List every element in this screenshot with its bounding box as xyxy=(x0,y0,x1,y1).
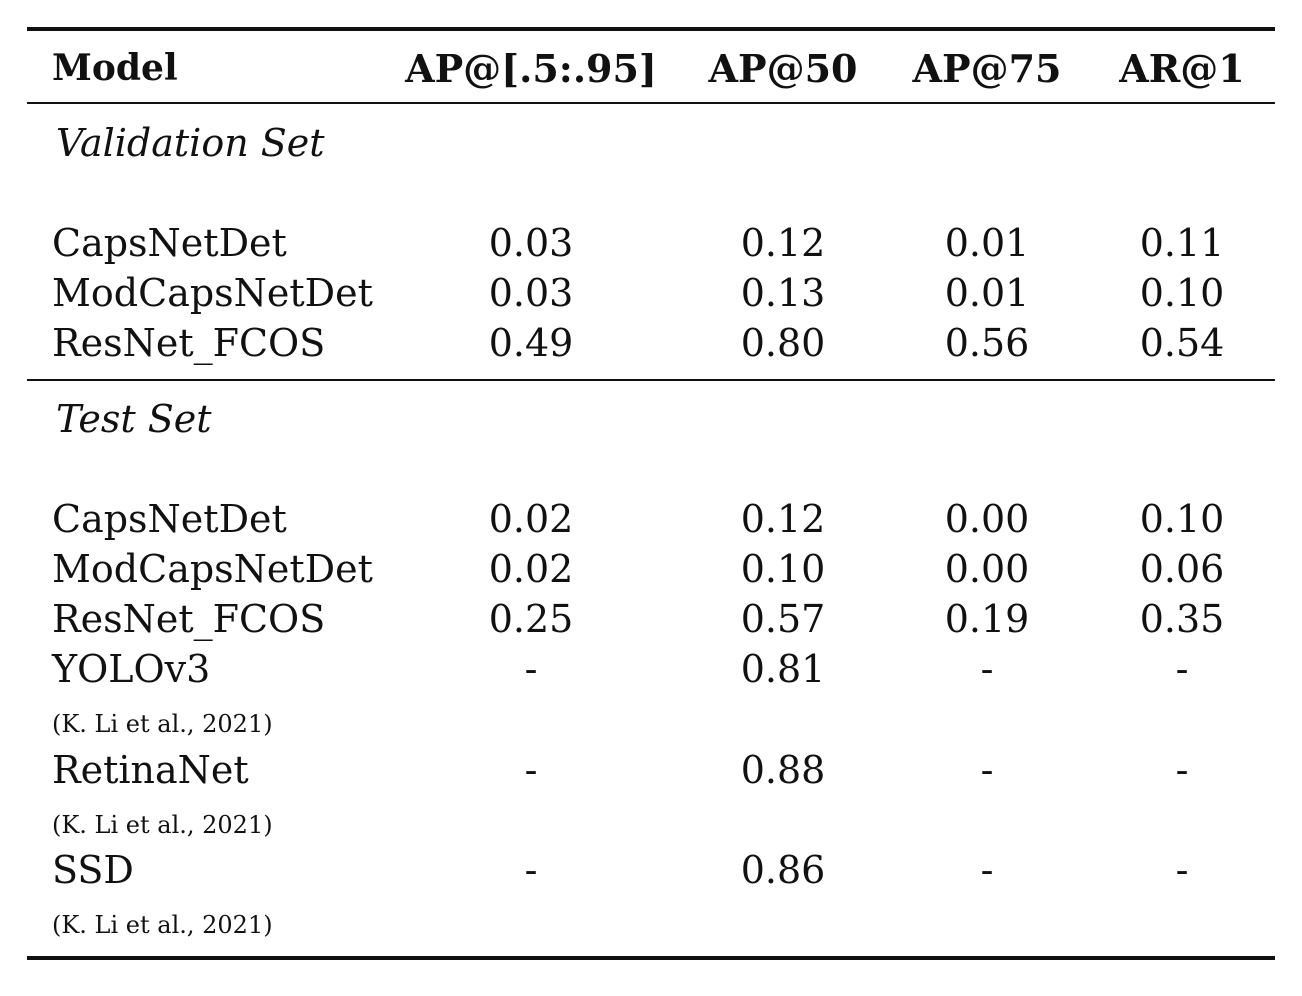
citation: (K. Li et al., 2021) xyxy=(52,811,273,839)
table-row-model: ResNet_FCOS xyxy=(52,321,326,365)
table-cell: 0.35 xyxy=(1139,597,1225,641)
table-cell: 0.10 xyxy=(740,547,826,591)
table-cell: 0.03 xyxy=(488,221,574,265)
table-cell: - xyxy=(1175,647,1189,691)
table-row-model: YOLOv3 xyxy=(52,647,211,691)
table-cell: - xyxy=(980,647,994,691)
table-cell: 0.00 xyxy=(944,497,1030,541)
header-ar1: AR@1 xyxy=(1119,46,1245,91)
table-cell: 0.13 xyxy=(740,271,826,315)
table-cell: 0.54 xyxy=(1139,321,1225,365)
table-row-model: ResNet_FCOS xyxy=(52,597,326,641)
bottom-rule xyxy=(27,956,1275,960)
table-cell: 0.10 xyxy=(1139,271,1225,315)
table-cell: 0.01 xyxy=(944,221,1030,265)
table-cell: 0.03 xyxy=(488,271,574,315)
table-cell: 0.19 xyxy=(944,597,1030,641)
table-cell: 0.02 xyxy=(488,547,574,591)
table-cell: - xyxy=(1175,748,1189,792)
table-cell: 0.81 xyxy=(740,647,826,691)
table-cell: - xyxy=(524,848,538,892)
section-divider-rule xyxy=(27,379,1275,381)
table-row-model: CapsNetDet xyxy=(52,497,287,541)
table-cell: 0.56 xyxy=(944,321,1030,365)
table-cell: - xyxy=(524,748,538,792)
header-ap50: AP@50 xyxy=(708,46,858,91)
table-cell: 0.10 xyxy=(1139,497,1225,541)
table-cell: - xyxy=(980,748,994,792)
section-title-test: Test Set xyxy=(56,397,212,441)
table-cell: 0.12 xyxy=(740,497,826,541)
table-cell: 0.80 xyxy=(740,321,826,365)
table-row-model: ModCapsNetDet xyxy=(52,547,373,591)
header-model: Model xyxy=(52,47,178,89)
header-ap-5-95: AP@[.5:.95] xyxy=(405,46,657,91)
table-cell: 0.57 xyxy=(740,597,826,641)
table-cell: 0.25 xyxy=(488,597,574,641)
table-cell: - xyxy=(980,848,994,892)
table-row-model: ModCapsNetDet xyxy=(52,271,373,315)
table-cell: 0.49 xyxy=(488,321,574,365)
table-cell: 0.12 xyxy=(740,221,826,265)
citation: (K. Li et al., 2021) xyxy=(52,911,273,939)
table-row-model: CapsNetDet xyxy=(52,221,287,265)
table-cell: - xyxy=(524,647,538,691)
table-cell: - xyxy=(1175,848,1189,892)
table-cell: 0.01 xyxy=(944,271,1030,315)
table-cell: 0.86 xyxy=(740,848,826,892)
table-row-model: SSD xyxy=(52,848,134,892)
table-row-model: RetinaNet xyxy=(52,748,249,792)
table-cell: 0.06 xyxy=(1139,547,1225,591)
citation: (K. Li et al., 2021) xyxy=(52,710,273,738)
table-cell: 0.11 xyxy=(1139,221,1225,265)
table-cell: 0.00 xyxy=(944,547,1030,591)
top-rule xyxy=(27,27,1275,31)
table-cell: 0.02 xyxy=(488,497,574,541)
header-rule xyxy=(27,102,1275,104)
section-title-validation: Validation Set xyxy=(56,121,325,165)
header-ap75: AP@75 xyxy=(912,46,1062,91)
table-cell: 0.88 xyxy=(740,748,826,792)
